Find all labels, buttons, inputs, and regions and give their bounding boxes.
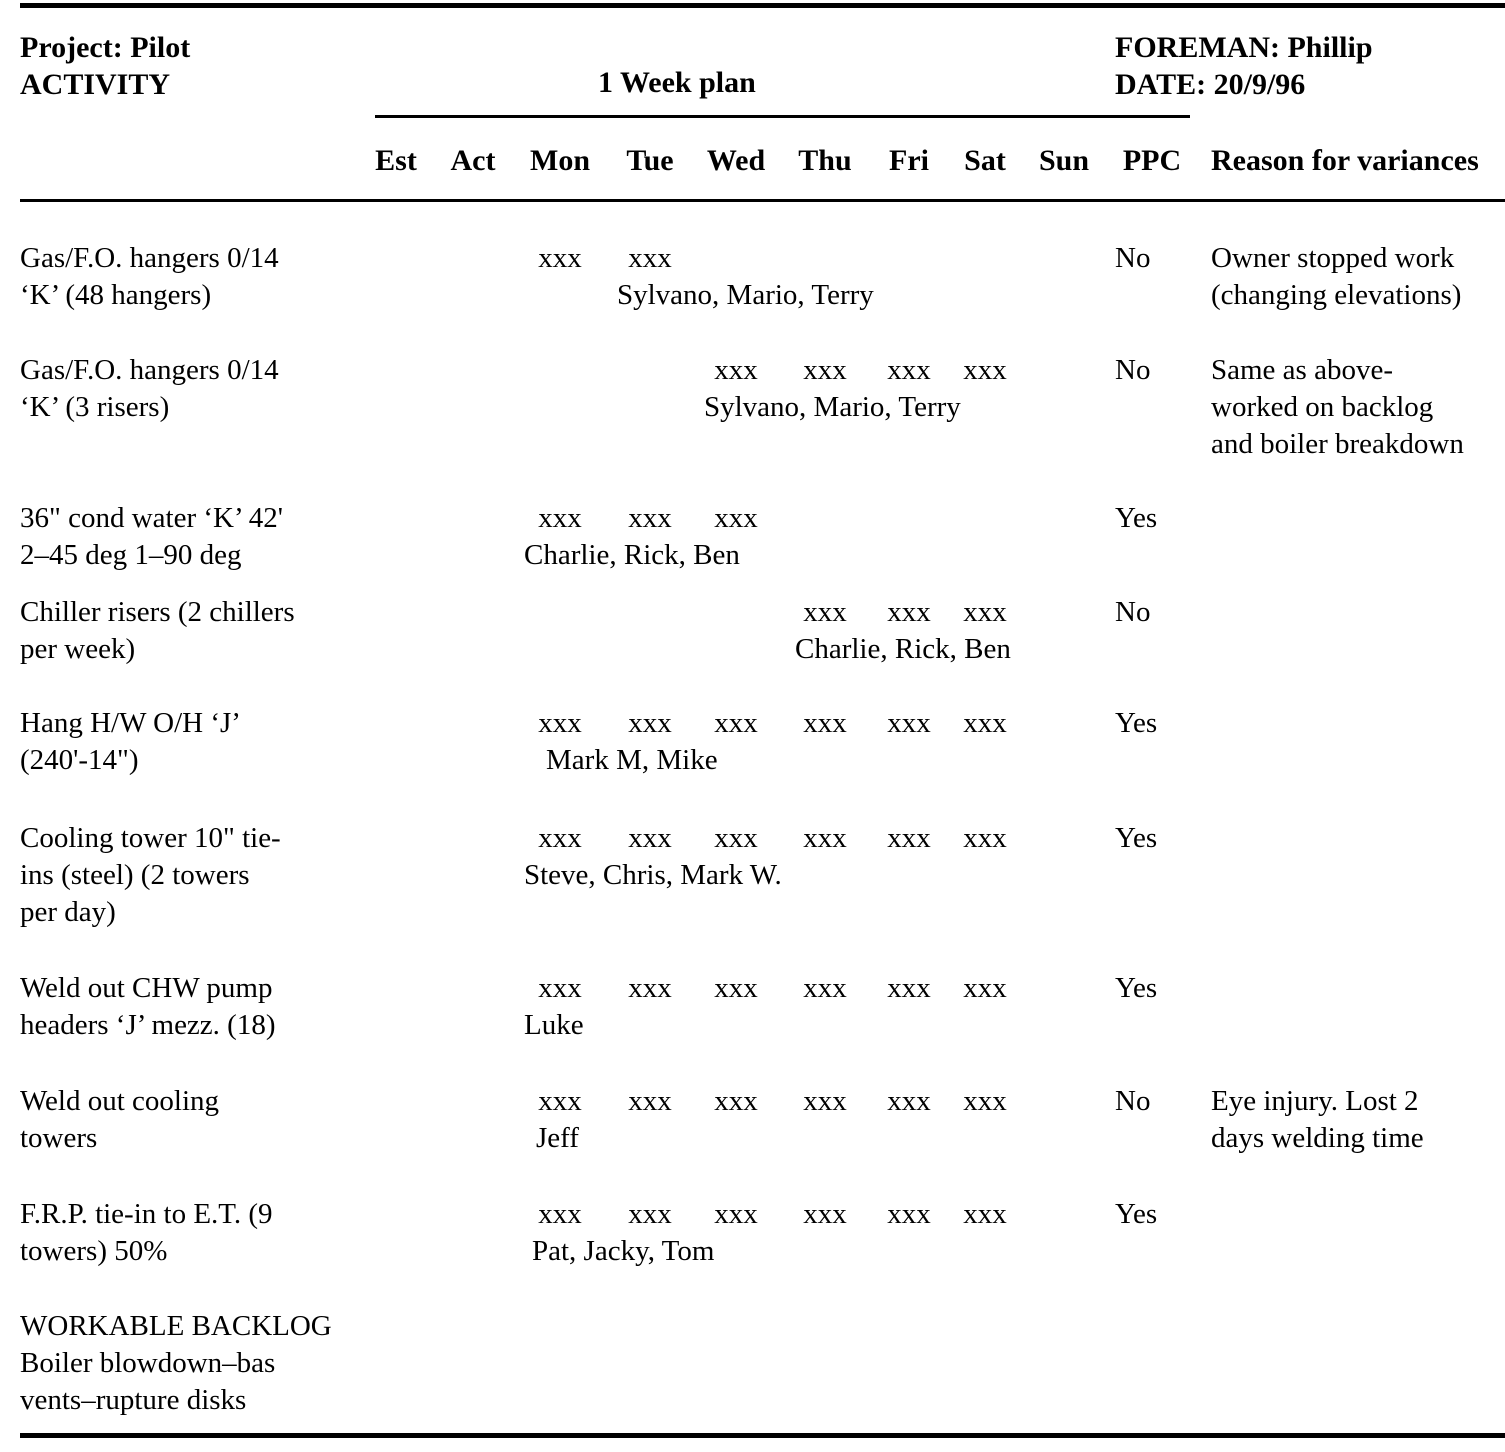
activity-line: F.R.P. tie-in to E.T. (9: [20, 1198, 273, 1230]
reason-for-variances: [1211, 240, 1505, 314]
crew-names: Jeff: [536, 1122, 579, 1154]
reason-line: (changing elevations): [1211, 279, 1462, 311]
project-title-block: [20, 29, 190, 103]
day-mark-sat[interactable]: xxx: [963, 707, 1007, 739]
day-mark-mon[interactable]: xxx: [538, 502, 582, 534]
day-mark-mon[interactable]: xxx: [538, 1198, 582, 1230]
column-header-sat: Sat: [964, 144, 1006, 177]
reason-line: Owner stopped work: [1211, 242, 1455, 274]
column-header-thu: Thu: [798, 144, 852, 177]
day-mark-fri[interactable]: xxx: [887, 1198, 931, 1230]
activity-line: Weld out CHW pump: [20, 972, 273, 1004]
reason-line: Eye injury. Lost 2: [1211, 1085, 1419, 1117]
day-mark-wed[interactable]: xxx: [714, 502, 758, 534]
day-mark-sat[interactable]: xxx: [963, 822, 1007, 854]
activity-description: [20, 352, 380, 426]
day-mark-thu[interactable]: xxx: [803, 354, 847, 386]
crew-names: Sylvano, Mario, Terry: [617, 279, 874, 311]
activity-line: Weld out cooling: [20, 1085, 220, 1117]
day-mark-fri[interactable]: xxx: [887, 1085, 931, 1117]
activity-line: Gas/F.O. hangers 0/14: [20, 354, 279, 386]
day-mark-tue[interactable]: xxx: [628, 242, 672, 274]
activity-line: Chiller risers (2 chillers: [20, 596, 295, 628]
reason-line: Same as above-: [1211, 354, 1393, 386]
ppc-value[interactable]: No: [1115, 596, 1151, 628]
workable-backlog-title: WORKABLE BACKLOG: [20, 1310, 332, 1342]
crew-names: Charlie, Rick, Ben: [524, 539, 740, 571]
column-header-sun: Sun: [1038, 144, 1090, 177]
reason-line: worked on backlog: [1211, 391, 1434, 423]
column-header-tue: Tue: [626, 144, 674, 177]
ppc-value[interactable]: Yes: [1115, 822, 1158, 854]
reason-line: and boiler breakdown: [1211, 428, 1464, 460]
project-name: Project: Pilot: [20, 31, 191, 64]
activity-line: ins (steel) (2 towers: [20, 859, 250, 891]
crew-names: Mark M, Mike: [546, 744, 718, 776]
column-header-act: Act: [450, 144, 496, 177]
day-mark-fri[interactable]: xxx: [887, 354, 931, 386]
ppc-value[interactable]: No: [1115, 242, 1151, 274]
activity-line: ‘K’ (48 hangers): [20, 279, 212, 311]
day-mark-fri[interactable]: xxx: [887, 707, 931, 739]
day-mark-wed[interactable]: xxx: [714, 972, 758, 1004]
activity-line: 2–45 deg 1–90 deg: [20, 539, 242, 571]
day-mark-thu[interactable]: xxx: [803, 1085, 847, 1117]
activity-line: (240'-14"): [20, 744, 139, 776]
day-mark-fri[interactable]: xxx: [887, 972, 931, 1004]
day-mark-wed[interactable]: xxx: [714, 707, 758, 739]
activity-line: headers ‘J’ mezz. (18): [20, 1009, 276, 1041]
day-mark-sat[interactable]: xxx: [963, 1198, 1007, 1230]
workable-backlog-line: Boiler blowdown–bas: [20, 1347, 276, 1379]
activity-label: ACTIVITY: [20, 68, 171, 101]
column-header-rule: [20, 199, 1505, 202]
day-mark-sat[interactable]: xxx: [963, 596, 1007, 628]
day-mark-tue[interactable]: xxx: [628, 972, 672, 1004]
day-mark-wed[interactable]: xxx: [714, 1198, 758, 1230]
ppc-value[interactable]: No: [1115, 354, 1151, 386]
activity-description: [20, 1083, 380, 1157]
activity-line: towers) 50%: [20, 1235, 168, 1267]
ppc-value[interactable]: No: [1115, 1085, 1151, 1117]
day-mark-sat[interactable]: xxx: [963, 1085, 1007, 1117]
day-mark-tue[interactable]: xxx: [628, 1198, 672, 1230]
ppc-value[interactable]: Yes: [1115, 972, 1158, 1004]
activity-description: [20, 594, 380, 668]
week-plan-title: 1 Week plan: [598, 66, 756, 99]
activity-description: [20, 705, 380, 779]
reason-for-variances: [1211, 352, 1505, 463]
column-header-fri: Fri: [889, 144, 929, 177]
activity-line: Cooling tower 10" tie-: [20, 822, 281, 854]
day-mark-fri[interactable]: xxx: [887, 596, 931, 628]
day-mark-wed[interactable]: xxx: [714, 822, 758, 854]
activity-line: ‘K’ (3 risers): [20, 391, 170, 423]
day-mark-fri[interactable]: xxx: [887, 822, 931, 854]
plan-date: DATE: 20/9/96: [1115, 68, 1306, 101]
crew-names: Charlie, Rick, Ben: [795, 633, 1011, 665]
day-mark-thu[interactable]: xxx: [803, 1198, 847, 1230]
activity-description: [20, 820, 380, 931]
crew-names: Steve, Chris, Mark W.: [524, 859, 782, 891]
crew-names: Luke: [524, 1009, 584, 1041]
ppc-value[interactable]: Yes: [1115, 502, 1158, 534]
foreman-block: [1115, 29, 1373, 103]
day-mark-mon[interactable]: xxx: [538, 242, 582, 274]
workable-backlog-block: [20, 1308, 460, 1419]
bottom-border-rule: [20, 1433, 1505, 1438]
day-mark-sat[interactable]: xxx: [963, 354, 1007, 386]
ppc-value[interactable]: Yes: [1115, 707, 1158, 739]
reason-line: days welding time: [1211, 1122, 1424, 1154]
activity-line: per week): [20, 633, 136, 665]
day-mark-thu[interactable]: xxx: [803, 596, 847, 628]
activity-line: per day): [20, 896, 116, 928]
day-mark-tue[interactable]: xxx: [628, 822, 672, 854]
day-mark-tue[interactable]: xxx: [628, 707, 672, 739]
column-header-reason: Reason for variances: [1211, 144, 1479, 177]
column-header-wed: Wed: [706, 144, 766, 177]
day-mark-tue[interactable]: xxx: [628, 502, 672, 534]
crew-names: Pat, Jacky, Tom: [532, 1235, 715, 1267]
foreman-name: FOREMAN: Phillip: [1115, 31, 1373, 64]
ppc-value[interactable]: Yes: [1115, 1198, 1158, 1230]
day-mark-thu[interactable]: xxx: [803, 822, 847, 854]
day-mark-mon[interactable]: xxx: [538, 707, 582, 739]
column-header-ppc: PPC: [1122, 144, 1182, 177]
activity-line: Gas/F.O. hangers 0/14: [20, 242, 279, 274]
day-mark-thu[interactable]: xxx: [803, 972, 847, 1004]
activity-description: [20, 500, 380, 574]
day-mark-mon[interactable]: xxx: [538, 822, 582, 854]
day-mark-tue[interactable]: xxx: [628, 1085, 672, 1117]
activity-description: [20, 1196, 380, 1270]
activity-description: [20, 970, 380, 1044]
activity-line: Hang H/W O/H ‘J’: [20, 707, 241, 739]
activity-description: [20, 240, 380, 314]
day-mark-wed[interactable]: xxx: [714, 354, 758, 386]
top-border-rule: [20, 3, 1505, 8]
column-header-est: Est: [375, 144, 417, 177]
week-plan-span-rule: [375, 115, 1190, 118]
day-mark-wed[interactable]: xxx: [714, 1085, 758, 1117]
crew-names: Sylvano, Mario, Terry: [704, 391, 961, 423]
reason-for-variances: [1211, 1083, 1505, 1157]
activity-line: 36" cond water ‘K’ 42': [20, 502, 283, 534]
activity-line: towers: [20, 1122, 98, 1154]
day-mark-sat[interactable]: xxx: [963, 972, 1007, 1004]
day-mark-mon[interactable]: xxx: [538, 972, 582, 1004]
column-header-mon: Mon: [530, 144, 590, 177]
day-mark-thu[interactable]: xxx: [803, 707, 847, 739]
day-mark-mon[interactable]: xxx: [538, 1085, 582, 1117]
workable-backlog-line: vents–rupture disks: [20, 1384, 247, 1416]
